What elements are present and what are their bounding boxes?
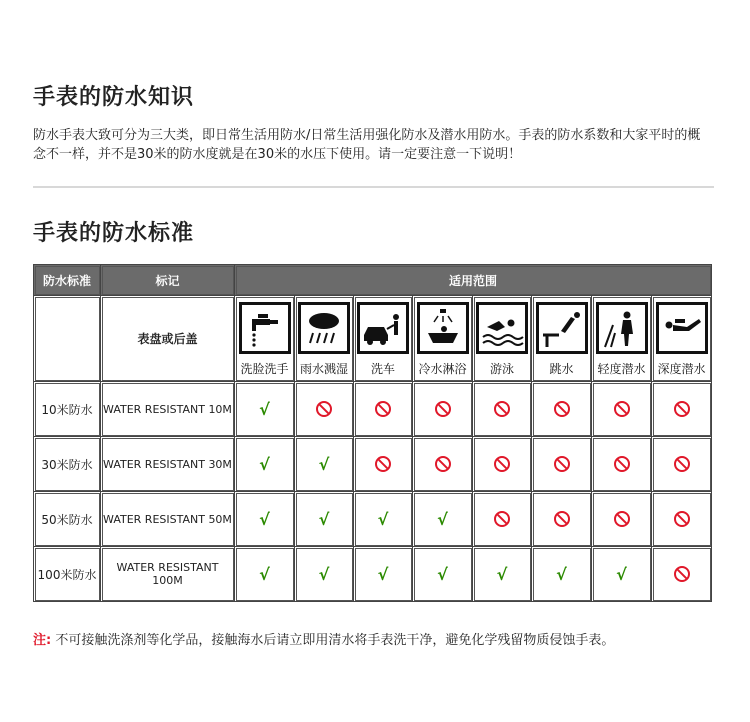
check-icon: √ [437, 564, 448, 584]
table-body [34, 382, 712, 602]
section-title-standard: 手表的防水标准 [33, 221, 195, 246]
result-cell [295, 547, 354, 602]
check-icon: √ [616, 564, 627, 584]
check-icon: √ [318, 454, 330, 474]
prohibited-icon [674, 511, 690, 527]
mark-cell: WATER RESISTANT 10M [101, 382, 235, 437]
prohibited-icon [674, 401, 690, 417]
activity-label: 轻度潜水 [597, 362, 646, 376]
prohibited-icon [494, 511, 510, 527]
table-row [34, 382, 712, 437]
prohibited-icon [316, 401, 332, 417]
activity-label: 游泳 [489, 362, 514, 376]
activity-cell [354, 296, 413, 382]
result-cell [652, 492, 712, 547]
swimming-icon [476, 302, 528, 354]
divider [33, 186, 714, 188]
check-icon: √ [259, 454, 270, 474]
result-cell [652, 382, 712, 437]
footer-note [33, 629, 614, 648]
check-icon: √ [377, 564, 389, 584]
result-cell [473, 492, 532, 547]
mark-cell: WATER RESISTANT 100M [101, 547, 235, 602]
activity-cell [592, 296, 652, 382]
faucet-icon [239, 302, 291, 354]
activity-cell [413, 296, 473, 382]
activity-label: 深度潜水 [657, 362, 706, 376]
result-cell [532, 382, 592, 437]
prohibited-icon [494, 456, 510, 472]
result-cell [473, 382, 532, 437]
result-cell [592, 382, 652, 437]
result-cell [354, 382, 413, 437]
table-row [34, 492, 712, 547]
level-cell: 50米防水 [34, 492, 101, 547]
prohibited-icon [494, 401, 510, 417]
result-cell [413, 547, 473, 602]
result-cell [235, 382, 295, 437]
result-cell [473, 437, 532, 492]
result-cell [354, 492, 413, 547]
diving-board-icon [536, 302, 588, 354]
activity-label: 跳水 [549, 362, 574, 376]
level-cell: 30米防水 [34, 437, 101, 492]
activity-label: 洗车 [370, 362, 395, 376]
result-cell [354, 547, 413, 602]
level-cell: 100米防水 [34, 547, 101, 602]
shower-icon [417, 302, 469, 354]
activity-cell [235, 296, 295, 382]
note-text: 不可接触洗涤剂等化学品，接触海水后请立即用清水将手表洗干净，避免化学残留物质侵蚀手表。 [55, 633, 615, 648]
result-cell [413, 382, 473, 437]
result-cell [592, 547, 652, 602]
prohibited-icon [554, 456, 570, 472]
result-cell [295, 382, 354, 437]
level-cell: 10米防水 [34, 382, 101, 437]
result-cell [295, 437, 354, 492]
check-icon: √ [556, 564, 567, 584]
result-cell [532, 547, 592, 602]
note-label: 注: [33, 633, 52, 648]
section-title-knowledge: 手表的防水知识 [33, 85, 195, 110]
result-cell [652, 547, 712, 602]
activity-label: 雨水溅湿 [299, 362, 348, 376]
result-cell [354, 437, 413, 492]
result-cell [413, 492, 473, 547]
check-icon: √ [377, 509, 389, 529]
prohibited-icon [614, 456, 630, 472]
check-icon: √ [259, 399, 270, 419]
check-icon: √ [496, 564, 508, 584]
prohibited-icon [674, 566, 690, 582]
prohibited-icon [435, 456, 451, 472]
check-icon: √ [259, 509, 270, 529]
snorkel-diver-icon [596, 302, 648, 354]
mark-cell: WATER RESISTANT 30M [101, 437, 235, 492]
check-icon: √ [318, 564, 330, 584]
header-usage: 适用范围 [235, 265, 712, 296]
intro-paragraph: 防水手表大致可分为三大类，即日常生活用防水/日常生活用强化防水及潜水用防水。手表的防水系数和大家平时的概念不一样，并不是30米的防水度就是在30米的水压下使用。请一定要注意一下说明！ [33, 128, 701, 162]
result-cell [652, 437, 712, 492]
header-level: 防水标准 [34, 265, 101, 296]
activity-label: 洗脸洗手 [240, 362, 289, 376]
activity-cell [473, 296, 532, 382]
prohibited-icon [375, 401, 391, 417]
result-cell [532, 437, 592, 492]
result-cell [295, 492, 354, 547]
mark-subheader: 表盘或后盖 [101, 296, 235, 382]
header-mark: 标记 [101, 265, 235, 296]
table-row [34, 547, 712, 602]
mark-cell: WATER RESISTANT 50M [101, 492, 235, 547]
prohibited-icon [554, 401, 570, 417]
rain-cloud-icon [298, 302, 350, 354]
prohibited-icon [614, 401, 630, 417]
prohibited-icon [554, 511, 570, 527]
activity-cell [652, 296, 712, 382]
water-resistance-table [33, 264, 712, 602]
check-icon: √ [318, 509, 330, 529]
result-cell [235, 492, 295, 547]
empty-cell [34, 296, 101, 382]
scuba-diver-icon [656, 302, 708, 354]
prohibited-icon [674, 456, 690, 472]
result-cell [473, 547, 532, 602]
result-cell [235, 547, 295, 602]
car-wash-icon [357, 302, 409, 354]
activity-label: 冷水淋浴 [418, 362, 467, 376]
prohibited-icon [435, 401, 451, 417]
result-cell [592, 437, 652, 492]
table-row [34, 437, 712, 492]
prohibited-icon [375, 456, 391, 472]
result-cell [592, 492, 652, 547]
result-cell [235, 437, 295, 492]
check-icon: √ [437, 509, 448, 529]
check-icon: √ [259, 564, 270, 584]
result-cell [532, 492, 592, 547]
result-cell [413, 437, 473, 492]
activity-cell [295, 296, 354, 382]
activity-cell [532, 296, 592, 382]
prohibited-icon [614, 511, 630, 527]
